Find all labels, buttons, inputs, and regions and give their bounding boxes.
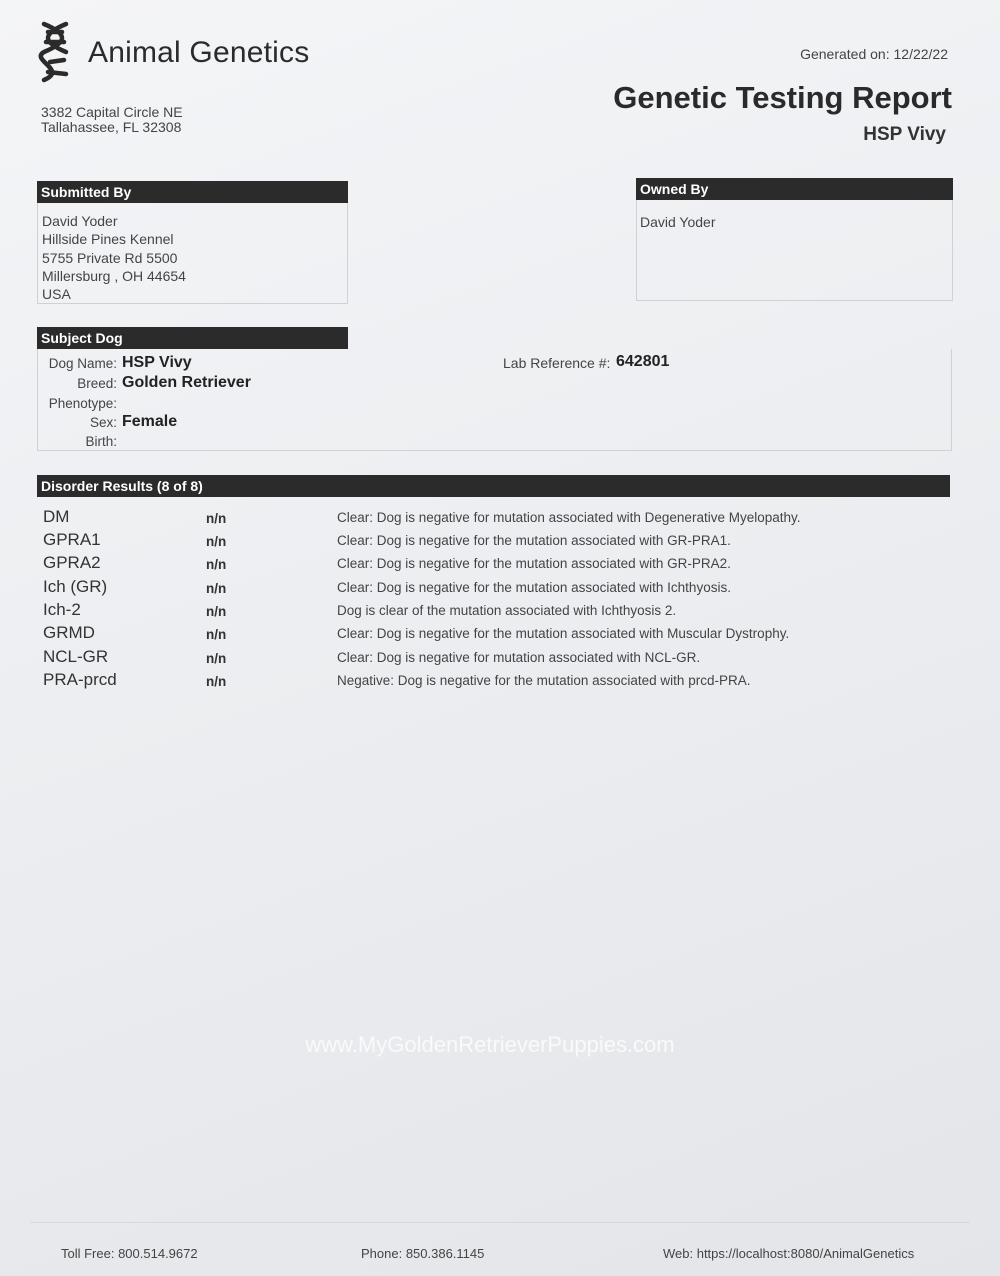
submitter-street: 5755 Private Rd 5500 <box>42 249 178 266</box>
submitter-city: Millersburg , OH 44654 <box>42 267 186 284</box>
footer-web: Web: https://localhost:8080/AnimalGenetics <box>663 1246 915 1261</box>
dog-name-label: Dog Name: <box>48 356 117 371</box>
result-row <box>0 508 1000 531</box>
brand-name: Animal Genetics <box>88 36 310 69</box>
footer-toll-free: Toll Free: 800.514.9672 <box>61 1246 198 1261</box>
disorder-result: n/n <box>206 557 227 572</box>
owner-name: David Yoder <box>640 214 716 230</box>
disorder-description: Clear: Dog is negative for the mutation associated with Muscular Dystrophy. <box>337 626 790 641</box>
disorder-description: Clear: Dog is negative for the mutation associated with GR-PRA2. <box>337 556 731 571</box>
submitter-country: USA <box>42 286 71 303</box>
submitter-kennel: Hillside Pines Kennel <box>42 231 174 248</box>
dog-name-value: HSP Vivy <box>122 354 192 371</box>
result-row <box>0 554 1000 577</box>
address-line-1: 3382 Capital Circle NE <box>41 104 183 120</box>
disorder-description: Clear: Dog is negative for mutation associated with NCL-GR. <box>337 650 701 665</box>
disorder-name: DM <box>43 507 70 526</box>
address-line-2: Tallahassee, FL 32308 <box>41 119 182 135</box>
disorder-description: Clear: Dog is negative for the mutation associated with Ichthyosis. <box>337 580 731 595</box>
watermark: www.MyGoldenRetrieverPuppies.com <box>305 1032 675 1057</box>
disorder-result: n/n <box>206 651 227 666</box>
result-row <box>0 601 1000 624</box>
result-row <box>0 648 1000 671</box>
footer-divider <box>30 1222 970 1223</box>
result-row <box>0 578 1000 601</box>
subject-dog-heading: Subject Dog <box>37 327 348 349</box>
dna-helix-icon <box>38 20 74 84</box>
disorder-name: NCL-GR <box>43 647 109 666</box>
disorder-name: PRA-prcd <box>43 670 117 689</box>
disorder-description: Dog is clear of the mutation associated with Ichthyosis 2. <box>337 603 677 618</box>
disorder-result: n/n <box>206 674 227 689</box>
result-row <box>0 671 1000 694</box>
disorder-name: GRMD <box>43 623 95 642</box>
disorder-result: n/n <box>206 581 227 596</box>
disorder-name: Ich-2 <box>43 600 81 619</box>
disorder-name: GPRA1 <box>43 530 101 549</box>
lab-reference-label: Lab Reference #: <box>503 355 611 371</box>
disorder-description: Clear: Dog is negative for mutation associated with Degenerative Myelopathy. <box>337 510 801 525</box>
submitted-by-heading: Submitted By <box>37 181 348 203</box>
disorder-result: n/n <box>206 511 227 526</box>
disorder-result: n/n <box>206 534 227 549</box>
sex-label: Sex: <box>89 415 117 430</box>
disorder-name: GPRA2 <box>43 553 101 572</box>
report-title: Genetic Testing Report <box>613 80 952 115</box>
generated-date: Generated on: 12/22/22 <box>800 46 948 62</box>
footer-phone: Phone: 850.386.1145 <box>361 1246 485 1261</box>
sex-value: Female <box>122 413 178 430</box>
submitter-name: David Yoder <box>42 213 118 229</box>
report-subject-name: HSP Vivy <box>863 124 946 145</box>
disorder-description: Clear: Dog is negative for the mutation associated with GR-PRA1. <box>337 533 731 548</box>
result-row <box>0 531 1000 554</box>
breed-value: Golden Retriever <box>122 374 251 391</box>
breed-label: Breed: <box>77 376 117 391</box>
company-address <box>41 105 183 135</box>
disorder-result: n/n <box>206 604 227 619</box>
disorder-description: Negative: Dog is negative for the mutation associated with prcd-PRA. <box>337 673 751 688</box>
owned-by-heading: Owned By <box>636 178 953 200</box>
phenotype-label: Phenotype: <box>48 396 117 411</box>
lab-reference-value: 642801 <box>616 353 670 370</box>
disorder-name: Ich (GR) <box>43 577 108 596</box>
disorder-result: n/n <box>206 627 227 642</box>
disorder-results-heading: Disorder Results (8 of 8) <box>37 475 950 497</box>
result-row <box>0 624 1000 647</box>
birth-label: Birth: <box>85 434 117 449</box>
submitted-by-details <box>42 212 186 303</box>
